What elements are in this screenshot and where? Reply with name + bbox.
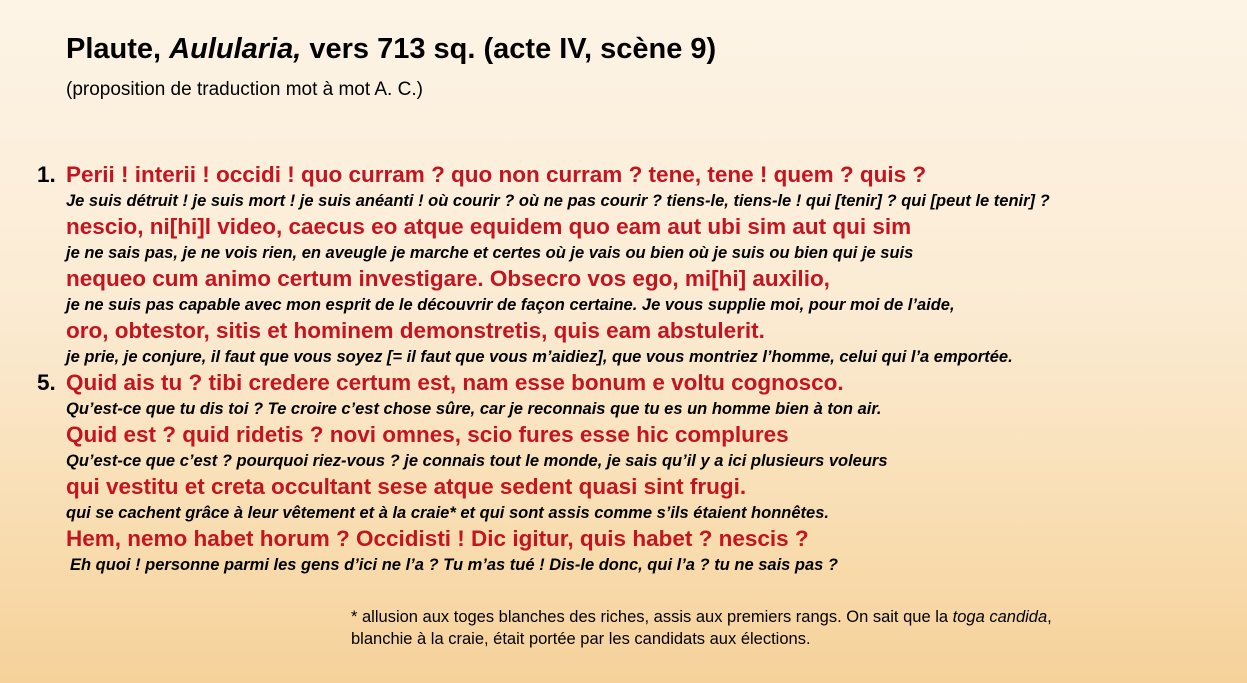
latin-text: oro, obtestor, sitis et hominem demonstretis, quis eam abstulerit. xyxy=(66,318,765,343)
footnote-line-1 xyxy=(351,606,1052,628)
latin-text: Perii ! interii ! occidi ! quo curram ? quo non curram ? tene, tene ! quem ? quis ? xyxy=(66,162,927,187)
latin-line-7 xyxy=(0,472,1247,502)
latin-text: Hem, nemo habet horum ? Occidisti ! Dic igitur, quis habet ? nescis ? xyxy=(66,526,809,551)
latin-line-2 xyxy=(0,212,1247,242)
latin-text: nequeo cum animo certum investigare. Obsecro vos ego, mi[hi] auxilio, xyxy=(66,266,830,291)
latin-text: qui vestitu et creta occultant sese atque sedent quasi sint frugi. xyxy=(66,474,747,499)
page-title xyxy=(66,30,716,68)
latin-line-8 xyxy=(0,524,1247,554)
french-translation-7: qui se cachent grâce à leur vêtement et à la craie* et qui sont assis comme s’ils étaient honnêtes. xyxy=(66,504,829,522)
page-subtitle: (proposition de traduction mot à mot A. C.) xyxy=(66,79,423,100)
french-translation-6: Qu’est-ce que c’est ? pourquoi riez-vous ? je connais tout le monde, je sais qu’il y a ici plusieurs voleurs xyxy=(66,452,888,470)
french-translation-5: Qu’est-ce que tu dis toi ? Te croire c’est chose sûre, car je reconnais que tu es un homme bien à ton air. xyxy=(66,400,882,418)
latin-line-3 xyxy=(0,264,1247,294)
latin-line-1 xyxy=(0,160,1247,190)
latin-line-4 xyxy=(0,316,1247,346)
footnote-term: toga candida xyxy=(952,608,1048,626)
french-translation-3: je ne suis pas capable avec mon esprit de le découvrir de façon certaine. Je vous supplie moi, pour moi de l’aide, xyxy=(66,296,955,314)
latin-line-5 xyxy=(0,368,1247,398)
latin-line-6 xyxy=(0,420,1247,450)
french-translation-8: Eh quoi ! personne parmi les gens d’ici ne l’a ? Tu m’as tué ! Dis-le donc, qui l’a ? tu ne sais pas ? xyxy=(70,556,839,574)
french-translation-1: Je suis détruit ! je suis mort ! je suis anéanti ! où courir ? où ne pas courir ? tiens-le, tiens-le ! qui [tenir] ? qui [peut le tenir] ? xyxy=(66,192,1050,210)
line-number: 1. xyxy=(37,162,56,187)
line-number: 5. xyxy=(37,370,56,395)
latin-text: nescio, ni[hi]l video, caecus eo atque equidem quo eam aut ubi sim aut qui sim xyxy=(66,214,912,239)
french-translation-4: je prie, je conjure, il faut que vous soyez [= il faut que vous m’aidiez], que vous montriez l’homme, celui qui l’a emportée. xyxy=(66,348,1013,366)
title-work: Aulularia, xyxy=(169,33,302,65)
footnote-line-2: blanchie à la craie, était portée par les candidats aux élections. xyxy=(351,630,811,648)
latin-text: Quid est ? quid ridetis ? novi omnes, scio fures esse hic complures xyxy=(66,422,789,447)
footnote-punct: , xyxy=(1047,608,1052,626)
french-translation-2: je ne sais pas, je ne vois rien, en aveugle je marche et certes où je vais ou bien où je suis ou bien qui je suis xyxy=(66,244,914,262)
footnote-text: * allusion aux toges blanches des riches, assis aux premiers rangs. On sait que la xyxy=(351,608,953,626)
footnote xyxy=(351,606,1052,650)
title-prefix: Plaute, xyxy=(66,33,170,65)
verse-list xyxy=(0,160,1247,576)
latin-text: Quid ais tu ? tibi credere certum est, nam esse bonum e voltu cognosco. xyxy=(66,370,844,395)
title-suffix: vers 713 sq. (acte IV, scène 9) xyxy=(301,33,717,65)
